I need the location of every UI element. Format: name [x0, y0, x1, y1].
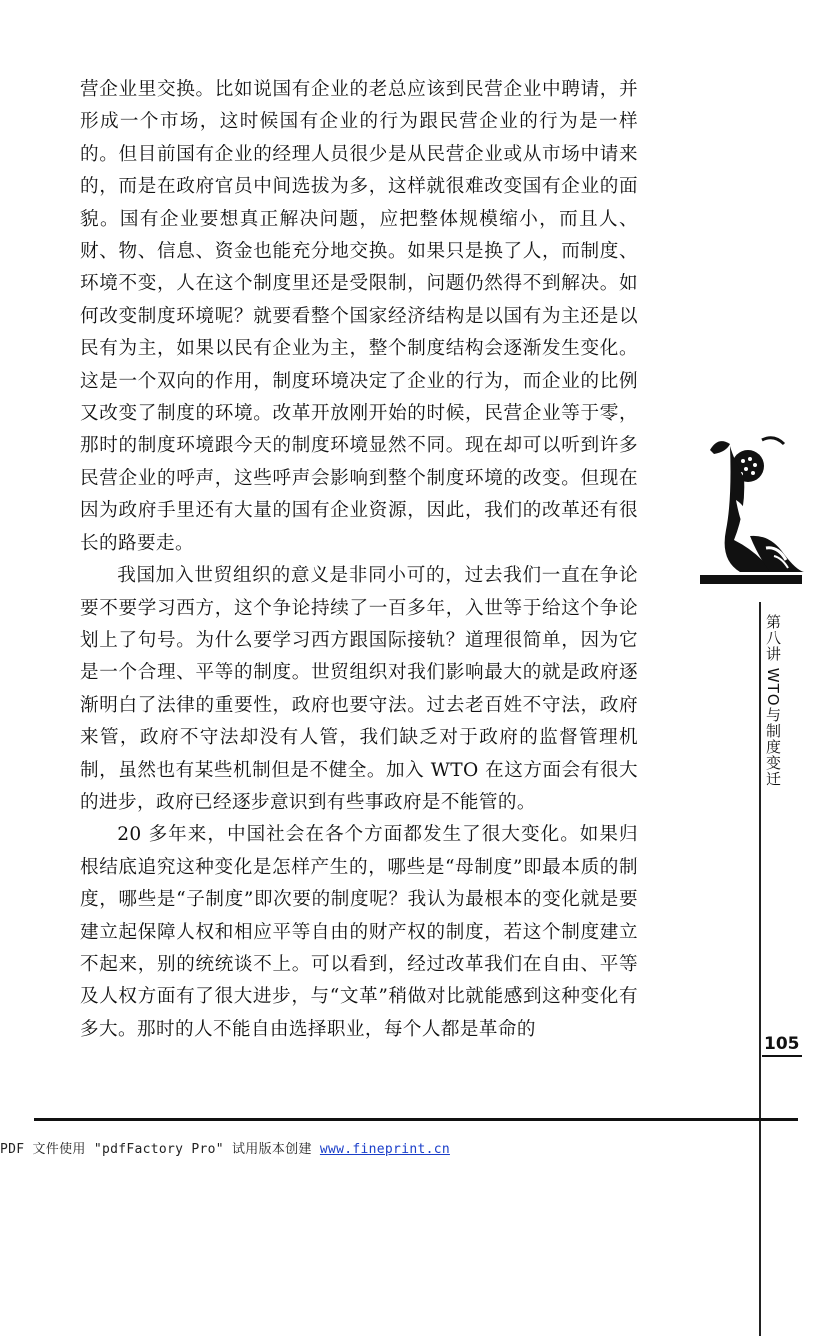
paragraph-3: 20 多年来，中国社会在各个方面都发生了很大变化。如果归根结底追究这种变化是怎样产生的，哪些是“母制度”即最本质的制度，哪些是“子制度”即次要的制度呢？我认为最根本的变化就是要建立起保障人权和相应平等自由的财产权的制度，若这个制度建立不起来，别的统统谈不上。可以看到，经过改革我们在自由、平等及人权方面有了很大进步，与“文革”稍做对比就能感到这种变化有多大。那时的人不能自由选择职业，每个人都是革命的 [80, 824, 638, 1040]
page-number: 105 [762, 1034, 802, 1057]
bird-ornament-icon [700, 430, 804, 580]
footer-rule [34, 1118, 798, 1121]
body-text [80, 74, 638, 1046]
section-rule [700, 575, 802, 584]
paragraph-2: 我国加入世贸组织的意义是非同小可的，过去我们一直在争论要不要学习西方，这个争论持续了一百多年，入世等于给这个争论划上了句号。为什么要学习西方跟国际接轨？道理很简单，因为它是一个合理、平等的制度。世贸组织对我们影响最大的就是政府逐渐明白了法律的重要性，政府也要守法。过去老百姓不守法，政府来管，政府不守法却没有人管，我们缺乏对于政府的监督管理机制，虽然也有某些机制但是不健全。加入 WTO 在这方面会有很大的进步，政府已经逐步意识到有些事政府是不能管的。 [80, 565, 638, 813]
pdf-footer [0, 1138, 826, 1157]
chapter-title: 第八讲 WTO与制度变迁 [764, 614, 782, 787]
footer-text: PDF 文件使用 "pdfFactory Pro" 试用版本创建 [0, 1142, 320, 1157]
paragraph-1: 营企业里交换。比如说国有企业的老总应该到民营企业中聘请，并形成一个市场，这时候国有企业的行为跟民营企业的行为是一样的。但目前国有企业的经理人员很少是从民营企业或从市场中请来的，而是在政府官员中间选拔为多，这样就很难改变国有企业的面貌。国有企业要想真正解决问题，应把整体规模缩小，而且人、财、物、信息、资金也能充分地交换。如果只是换了人，而制度、环境不变，人在这个制度里还是受限制，问题仍然得不到解决。如何改变制度环境呢？就要看整个国家经济结构是以国有为主还是以民有为主，如果以民有企业为主，整个制度结构会逐渐发生变化。这是一个双向的作用，制度环境决定了企业的行为，而企业的比例又改变了制度的环境。改革开放刚开始的时候，民营企业等于零，那时的制度环境跟今天的制度环境显然不同。现在却可以听到许多民营企业的呼声，这些呼声会影响到整个制度环境的改变。但现在因为政府手里还有大量的国有企业资源，因此，我们的改革还有很长的路要走。 [80, 79, 638, 554]
footer-link[interactable]: www.fineprint.cn [319, 1142, 450, 1157]
